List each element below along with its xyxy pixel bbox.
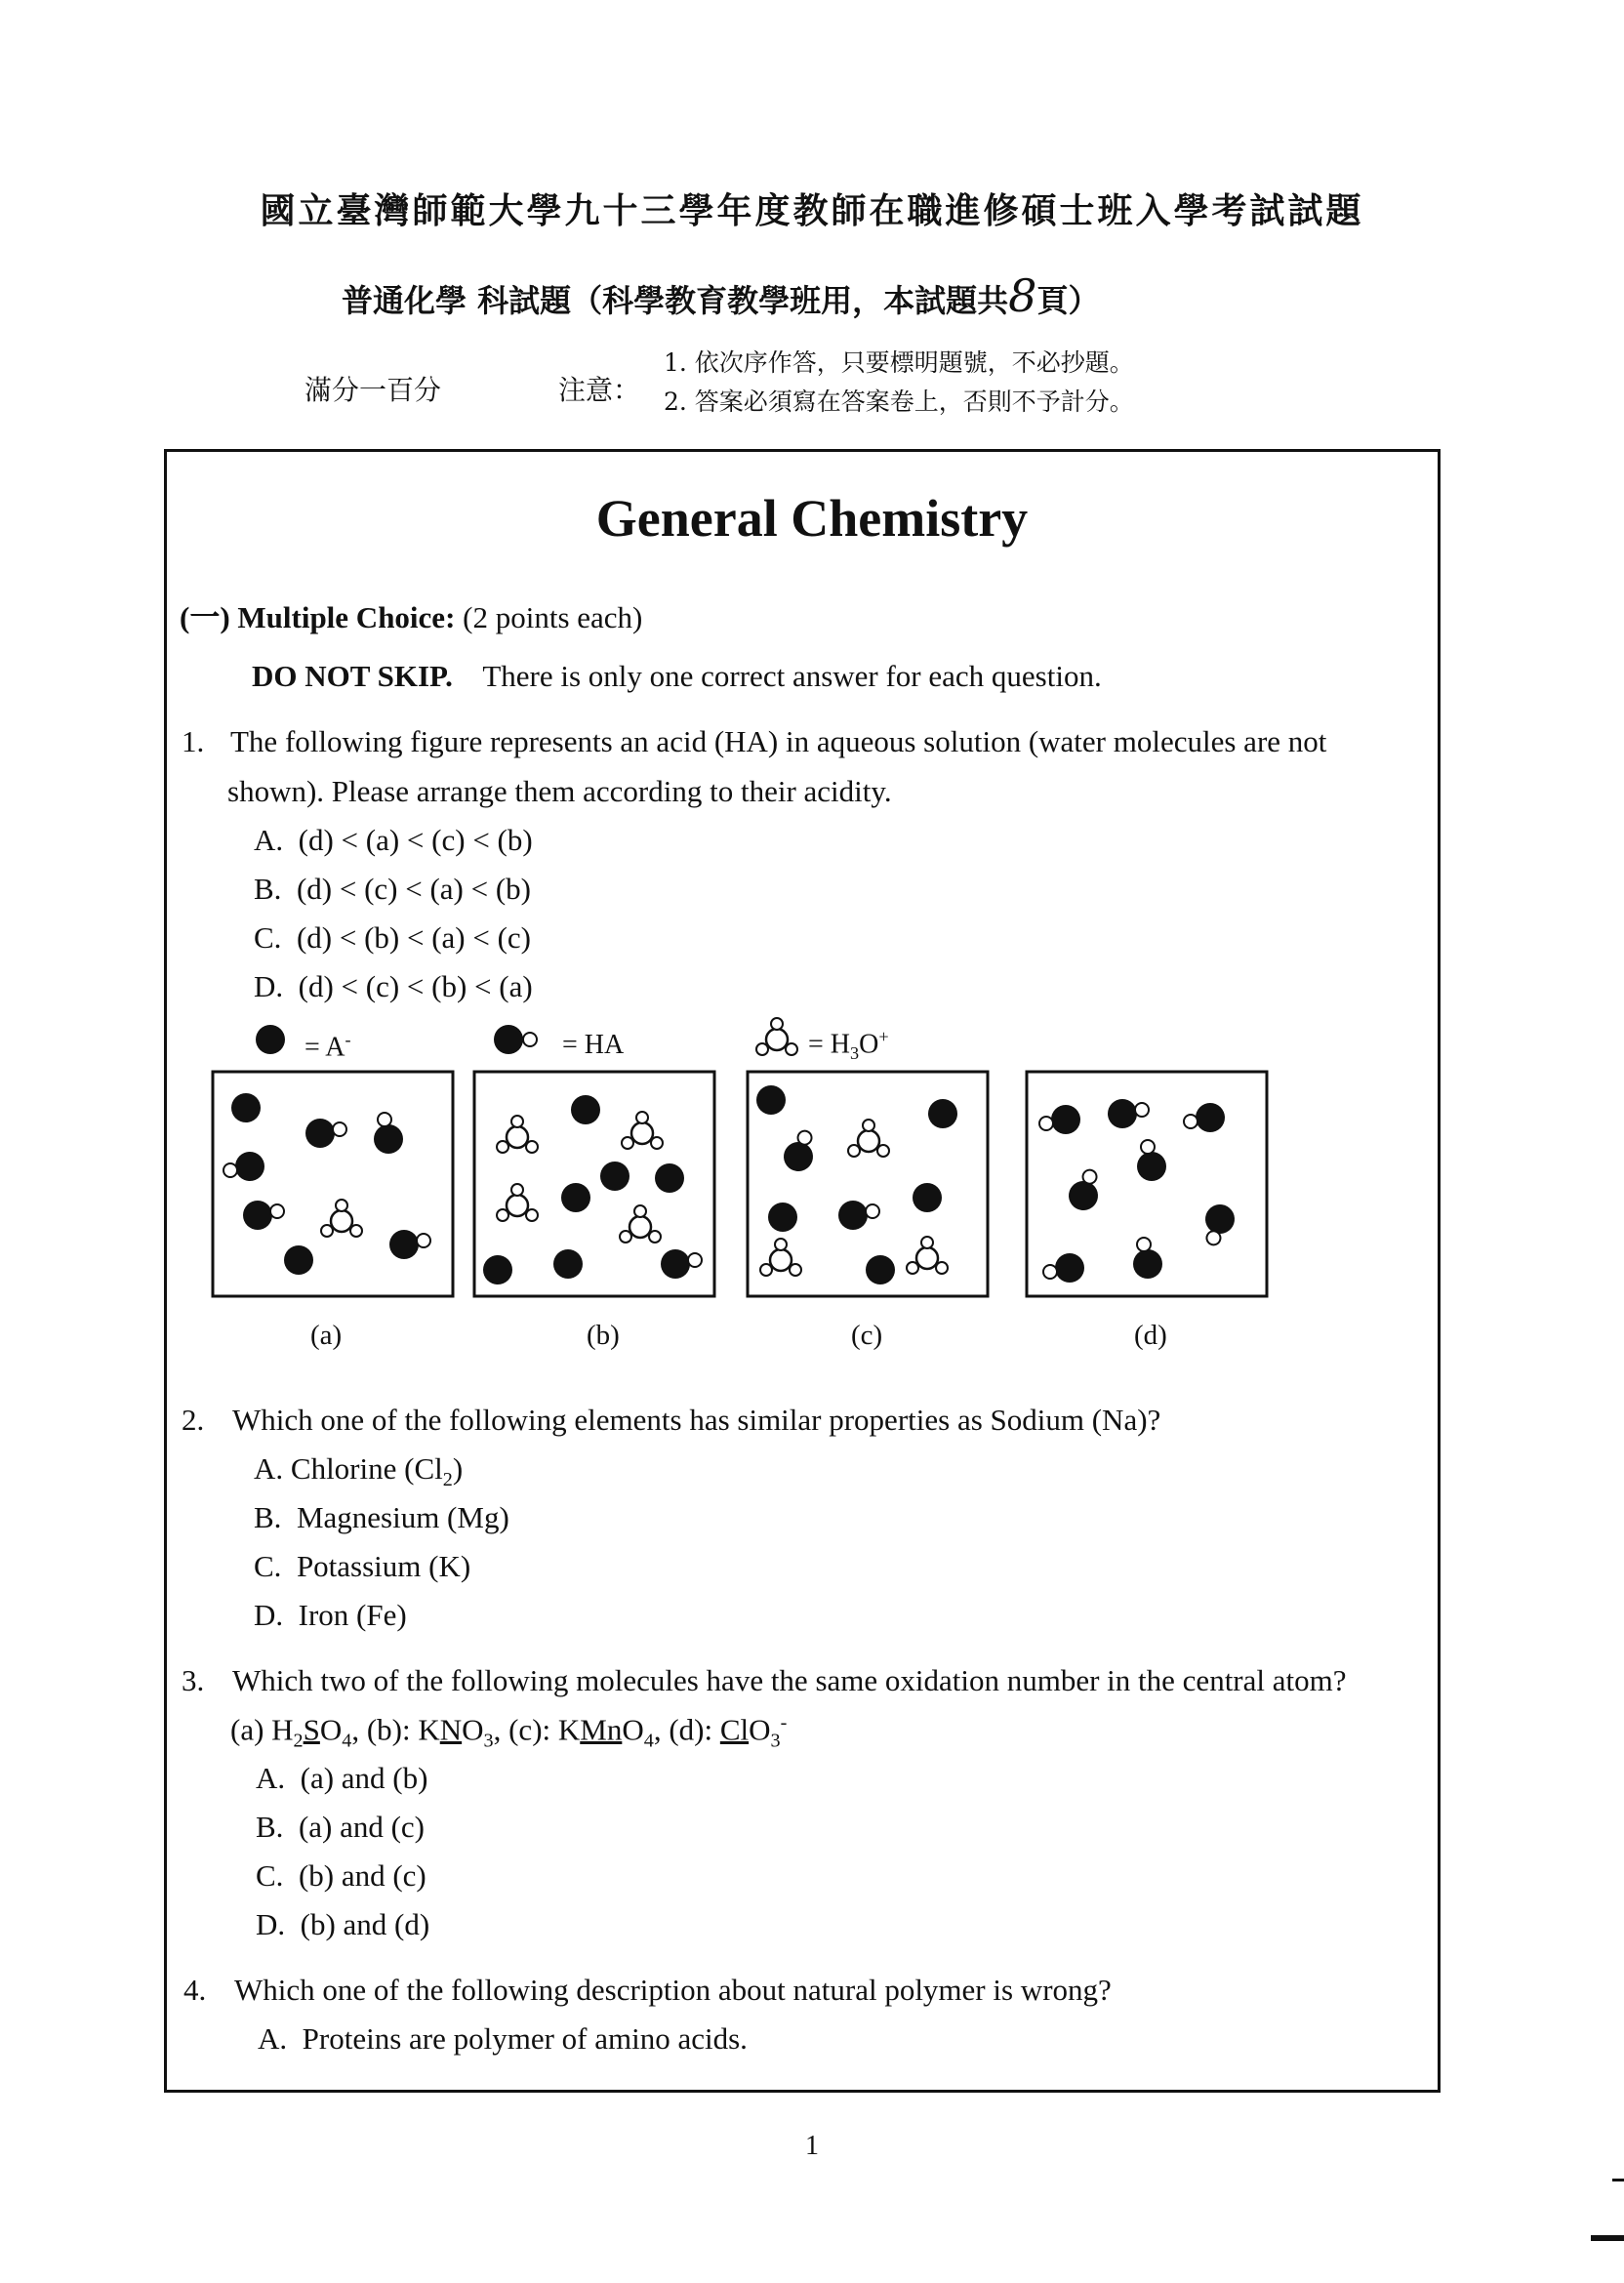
h3o-legend-icon bbox=[753, 1015, 804, 1062]
option-text: (b) and (d) bbox=[300, 1907, 430, 1941]
q1-text-line1: The following figure represents an acid (HA) in aqueous solution (water molecules are not bbox=[230, 724, 1327, 758]
box-a bbox=[213, 1072, 453, 1296]
acid-figure bbox=[205, 1069, 1279, 1303]
legend-h3o bbox=[808, 1027, 889, 1064]
ha-legend-icon bbox=[492, 1023, 547, 1056]
section-heading bbox=[180, 592, 642, 636]
a-minus-legend-icon bbox=[254, 1023, 287, 1056]
box-d bbox=[1027, 1072, 1267, 1296]
q1-option-b bbox=[254, 872, 531, 907]
option-text: (d) < (c) < (b) < (a) bbox=[298, 969, 533, 1003]
option-text: (a) and (c) bbox=[298, 1810, 426, 1844]
option-letter: B. bbox=[254, 1500, 282, 1534]
option-letter: D. bbox=[256, 1907, 286, 1941]
legend-h3o-o: O bbox=[859, 1029, 879, 1060]
box-b bbox=[474, 1072, 714, 1296]
q2-option-d bbox=[254, 1598, 407, 1633]
q4-option-a bbox=[258, 2021, 748, 2057]
option-text: (d) < (c) < (a) < (b) bbox=[296, 872, 531, 906]
full-score: 滿分一百分 bbox=[304, 374, 442, 406]
q4-text: Which one of the following description about natural polymer is wrong? bbox=[234, 1973, 1112, 2007]
legend-h3o-sub: 3 bbox=[850, 1042, 860, 1063]
instruction bbox=[252, 659, 1102, 694]
option-letter: A. bbox=[254, 823, 284, 857]
caption-b: (b) bbox=[587, 1320, 620, 1351]
q1-number: 1. bbox=[182, 724, 205, 758]
option-text: Chlorine (Cl bbox=[290, 1451, 443, 1486]
option-text: Iron (Fe) bbox=[298, 1598, 407, 1632]
option-sub: 2 bbox=[442, 1469, 453, 1491]
q3-text: Which two of the following molecules have the same oxidation number in the central atom? bbox=[232, 1663, 1347, 1697]
option-text: Potassium (K) bbox=[296, 1549, 471, 1583]
page-total: 8 bbox=[1008, 269, 1037, 322]
instruction-text: There is only one correct answer for each question. bbox=[482, 659, 1102, 693]
legend-a-minus-sup: - bbox=[345, 1030, 351, 1049]
legend-a-minus-text: = A bbox=[304, 1032, 345, 1063]
caption-c: (c) bbox=[851, 1320, 883, 1351]
option-letter: C. bbox=[256, 1858, 284, 1893]
q3-option-a bbox=[256, 1761, 427, 1796]
caption-d: (d) bbox=[1134, 1320, 1167, 1351]
exam-header-title: 國立臺灣師範大學九十三學年度教師在職進修碩士班入學考試試題 bbox=[260, 190, 1364, 231]
option-letter: A. bbox=[256, 1761, 286, 1795]
note-1: 1. 依次序作答，只要標明題號，不必抄題。 bbox=[664, 348, 1134, 377]
note-2: 2. 答案必須寫在答案卷上，否則不予計分。 bbox=[664, 387, 1134, 416]
option-letter: D. bbox=[254, 969, 284, 1003]
q3-option-b bbox=[256, 1810, 425, 1845]
option-letter: B. bbox=[254, 872, 282, 906]
option-letter: A. bbox=[258, 2021, 288, 2056]
q1-text-line2: shown). Please arrange them according to their acidity. bbox=[227, 774, 892, 808]
option-letter: C. bbox=[254, 920, 282, 955]
legend-a-minus bbox=[304, 1030, 351, 1063]
q1-option-c bbox=[254, 920, 531, 956]
q1-option-a bbox=[254, 823, 533, 858]
option-letter: B. bbox=[256, 1810, 284, 1844]
option-text: (d) < (a) < (c) < (b) bbox=[298, 823, 533, 857]
q2-number: 2. bbox=[182, 1403, 205, 1437]
scan-edge-mark bbox=[1591, 2235, 1624, 2241]
q1-option-d bbox=[254, 969, 533, 1004]
option-tail: ) bbox=[452, 1451, 464, 1486]
option-text: (a) and (b) bbox=[300, 1761, 428, 1795]
option-letter: C. bbox=[254, 1549, 282, 1583]
q4-number: 4. bbox=[183, 1973, 207, 2007]
q2-option-c bbox=[254, 1549, 470, 1584]
subject-suffix: 頁） bbox=[1036, 282, 1100, 319]
legend-h3o-h: = H bbox=[808, 1029, 851, 1060]
box-c bbox=[748, 1072, 988, 1296]
scan-edge-mark bbox=[1612, 2179, 1624, 2181]
subject-prefix: 普通化學 科試題（科學教育教學班用，本試題共 bbox=[342, 282, 1009, 319]
q3-formulas: (a) $H_2SO_4$, (b): $KNO_3$, (c): KMnO$_4$, (d): ClO$_3$- bbox=[230, 1712, 788, 1752]
q3-option-c bbox=[256, 1858, 426, 1894]
option-text: Magnesium (Mg) bbox=[296, 1500, 509, 1534]
option-text: (b) and (c) bbox=[298, 1858, 426, 1893]
page-number: 1 bbox=[805, 2131, 819, 2161]
q3-number: 3. bbox=[182, 1663, 205, 1697]
q2-option-b bbox=[254, 1500, 509, 1535]
instruction-bold: DO NOT SKIP. bbox=[252, 659, 453, 693]
section-label: (一) Multiple Choice: bbox=[180, 600, 456, 634]
option-letter: D. bbox=[254, 1598, 284, 1632]
option-text: (d) < (b) < (a) < (c) bbox=[296, 920, 531, 955]
page-title: General Chemistry bbox=[595, 489, 1029, 548]
option-letter: A. bbox=[254, 1451, 284, 1486]
legend-h3o-sup: + bbox=[878, 1027, 889, 1046]
q2-text: Which one of the following elements has similar properties as Sodium (Na)? bbox=[232, 1403, 1161, 1437]
q3-option-d bbox=[256, 1907, 429, 1942]
caption-a: (a) bbox=[310, 1320, 343, 1351]
q2-option-a bbox=[254, 1451, 463, 1491]
legend-ha: = HA bbox=[562, 1030, 625, 1060]
option-text: Proteins are polymer of amino acids. bbox=[302, 2021, 748, 2056]
exam-subject-line bbox=[342, 269, 1099, 322]
notes-label: 注意： bbox=[558, 374, 641, 406]
section-points: (2 points each) bbox=[463, 600, 643, 634]
